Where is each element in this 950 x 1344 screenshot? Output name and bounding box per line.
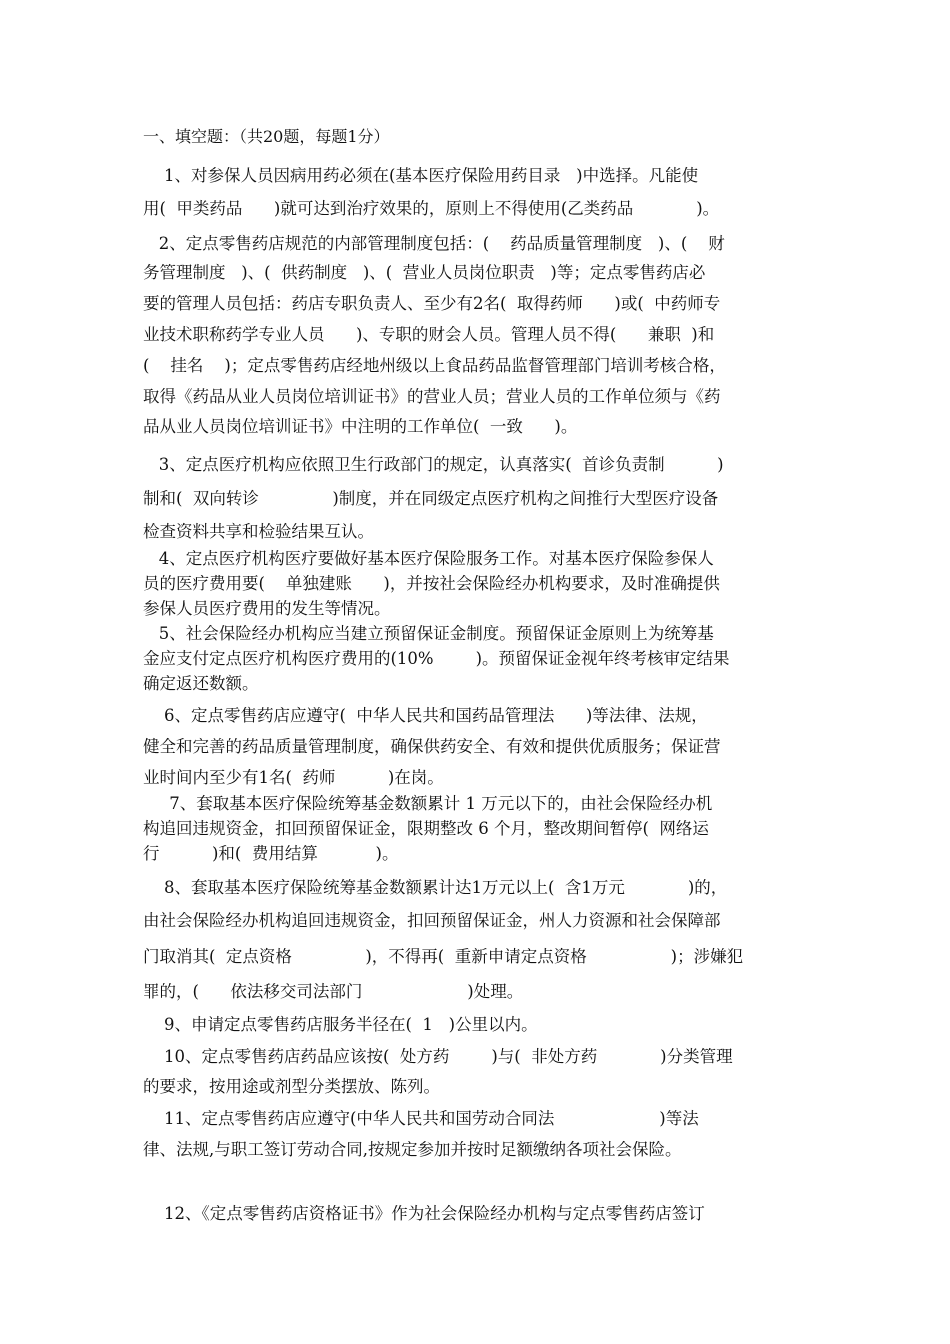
text-line: 参保人员医疗费用的发生等情况。 xyxy=(143,599,391,618)
text-line: 8、套取基本医疗保险统筹基金数额累计达1万元以上( 含1万元 )的， xyxy=(143,878,728,897)
text-line: 金应支付定点医疗机构医疗费用的(10% )。预留保证金视年终考核审定结果 xyxy=(143,649,730,668)
text-line: 品从业人员岗位培训证书》中注明的工作单位( 一致 )。 xyxy=(143,417,578,436)
text-line: 6、定点零售药店应遵守( 中华人民共和国药品管理法 )等法律、法规， xyxy=(143,706,708,725)
text-line: 12、《定点零售药店资格证书》作为社会保险经办机构与定点零售药店签订 xyxy=(143,1204,705,1223)
text-line: 用( 甲类药品 )就可达到治疗效果的，原则上不得使用(乙类药品 )。 xyxy=(143,199,720,218)
text-line: 11、定点零售药店应遵守(中华人民共和国劳动合同法 )等法 xyxy=(143,1109,699,1128)
text-line: ( 挂名 )；定点零售药店经地州级以上食品药品监督管理部门培训考核合格， xyxy=(143,356,726,375)
text-line: 员的医疗费用要( 单独建账 )，并按社会保险经办机构要求，及时准确提供 xyxy=(143,574,720,593)
text-line: 9、申请定点零售药店服务半径在( 1 )公里以内。 xyxy=(143,1015,538,1034)
text-line: 的要求，按用途或剂型分类摆放、陈列。 xyxy=(143,1077,440,1096)
text-line: 检查资料共享和检验结果互认。 xyxy=(143,522,374,541)
text-line: 取得《药品从业人员岗位培训证书》的营业人员；营业人员的工作单位须与《药 xyxy=(143,387,721,406)
text-line: 行 )和( 费用结算 )。 xyxy=(143,844,399,863)
text-line: 2、定点零售药店规范的内部管理制度包括：( 药品质量管理制度 )、( 财 xyxy=(143,234,725,253)
text-line: 7、套取基本医疗保险统筹基金数额累计 1 万元以下的，由社会保险经办机 xyxy=(143,794,713,813)
text-line: 5、社会保险经办机构应当建立预留保证金制度。预留保证金原则上为统筹基 xyxy=(143,624,714,643)
text-line: 构追回违规资金，扣回预留保证金，限期整改 6 个月，整改期间暂停( 网络运 xyxy=(143,819,709,838)
text-line: 业技术职称药学专业人员 )、专职的财会人员。管理人员不得( 兼职 )和 xyxy=(143,325,715,344)
text-line: 律、法规,与职工签订劳动合同,按规定参加并按时足额缴纳各项社会保险。 xyxy=(143,1140,682,1159)
text-line: 1、对参保人员因病用药必须在(基本医疗保险用药目录 )中选择。凡能使 xyxy=(143,166,699,185)
text-line: 制和( 双向转诊 )制度，并在同级定点医疗机构之间推行大型医疗设备 xyxy=(143,489,719,508)
text-line: 确定返还数额。 xyxy=(143,674,259,693)
text-line: 门取消其( 定点资格 )，不得再( 重新申请定点资格 )；涉嫌犯 xyxy=(143,947,744,966)
text-line: 业时间内至少有1名( 药师 )在岗。 xyxy=(143,768,444,787)
text-line: 3、定点医疗机构应依照卫生行政部门的规定，认真落实( 首诊负责制 ) xyxy=(143,455,724,474)
text-line: 要的管理人员包括：药店专职负责人、至少有2名( 取得药师 )或( 中药师专 xyxy=(143,294,721,313)
text-line: 务管理制度 )、( 供药制度 )、( 营业人员岗位职责 )等；定点零售药店必 xyxy=(143,263,706,282)
text-line: 罪的，( 依法移交司法部门 )处理。 xyxy=(143,982,524,1001)
section-title: 一、填空题：（共20题，每题1分） xyxy=(143,127,390,146)
text-line: 由社会保险经办机构追回违规资金，扣回预留保证金，州人力资源和社会保障部 xyxy=(143,911,721,930)
text-line: 10、定点零售药店药品应该按( 处方药 )与( 非处方药 )分类管理 xyxy=(143,1047,733,1066)
text-line: 4、定点医疗机构医疗要做好基本医疗保险服务工作。对基本医疗保险参保人 xyxy=(143,549,714,568)
text-line: 健全和完善的药品质量管理制度，确保供药安全、有效和提供优质服务；保证营 xyxy=(143,737,721,756)
